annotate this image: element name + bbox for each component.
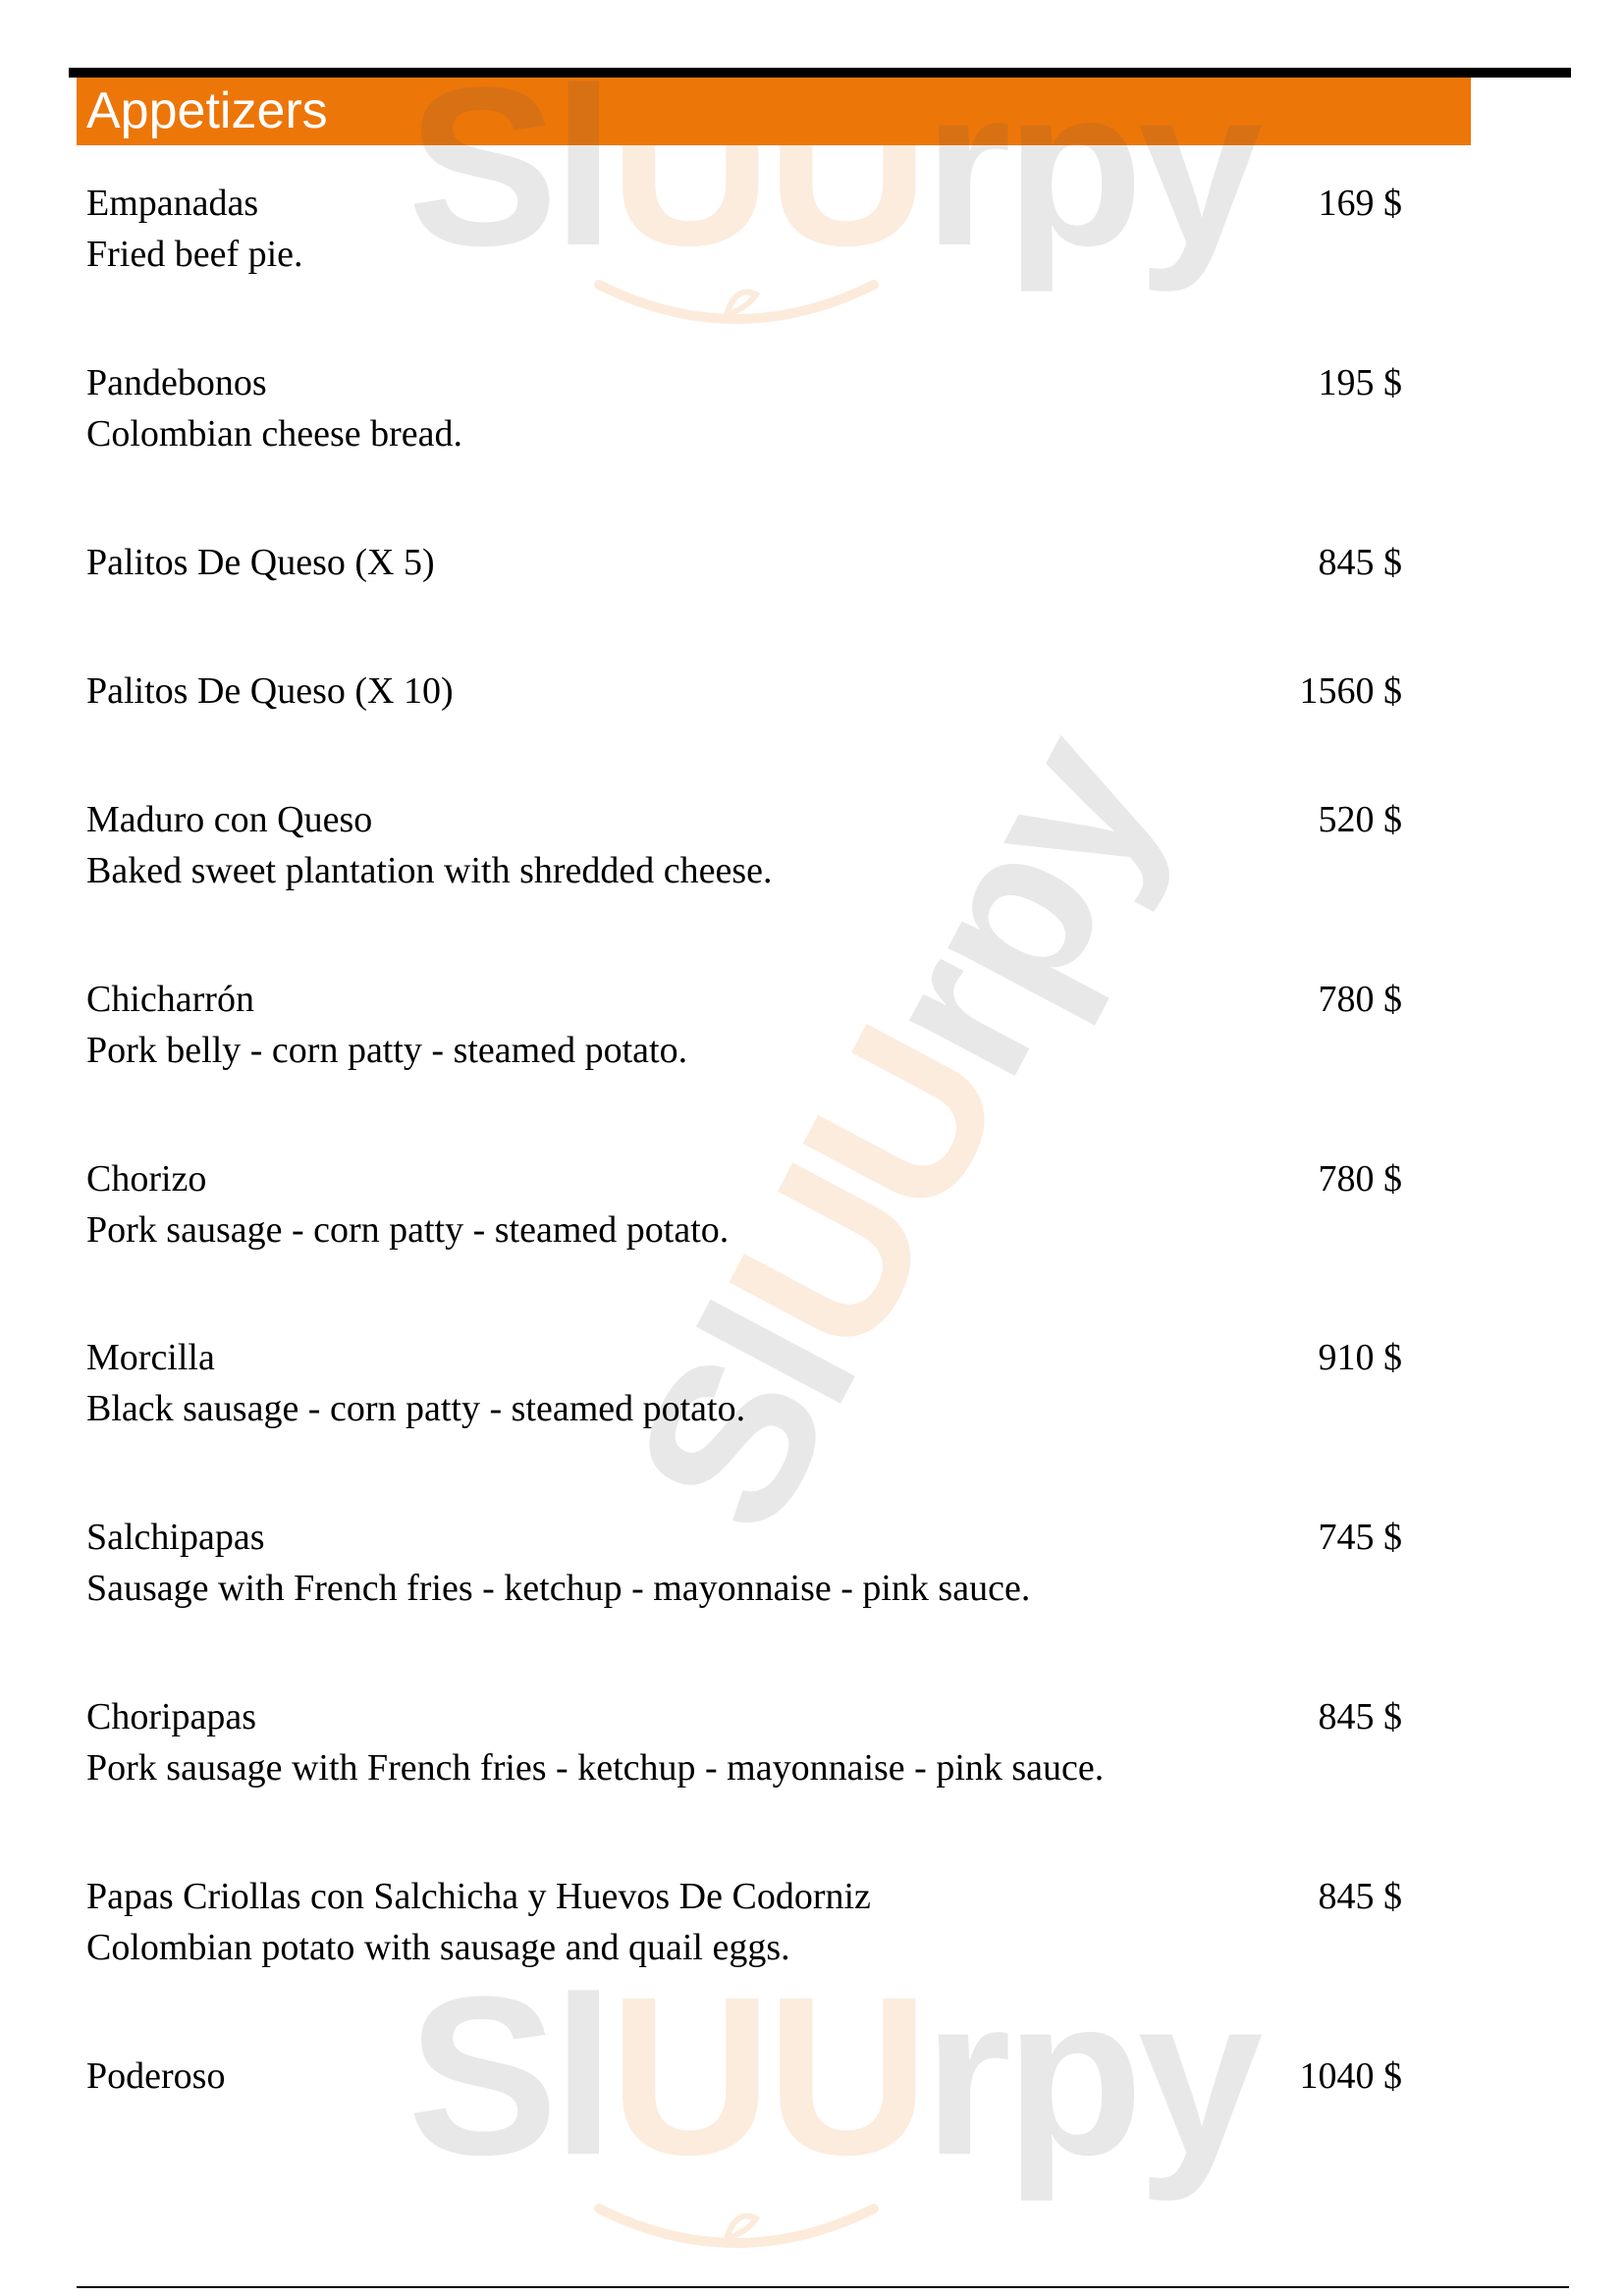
item-description: Black sausage - corn patty - steamed potato.: [86, 1388, 746, 1429]
menu-item: [86, 358, 1402, 458]
item-price: 195 $: [1318, 362, 1402, 403]
watermark-swoosh-icon: [589, 2189, 884, 2268]
watermark-logo: SlUUrpy: [407, 1949, 1258, 2202]
menu-item: [86, 795, 1402, 895]
item-name: Pandebonos: [86, 362, 267, 403]
menu-item: [86, 2052, 1402, 2101]
item-description: Pork sausage - corn patty - steamed potato.: [86, 1209, 730, 1251]
item-description: Colombian cheese bread.: [86, 413, 463, 454]
item-description: Colombian potato with sausage and quail eggs.: [86, 1927, 790, 1968]
item-name: Palitos De Queso (X 5): [86, 542, 435, 583]
item-name: Chorizo: [86, 1158, 207, 1200]
menu-item: [86, 1333, 1402, 1433]
menu-item: [86, 1692, 1402, 1792]
item-price: 845 $: [1318, 542, 1402, 583]
item-name: Morcilla: [86, 1337, 215, 1378]
item-name: Poderoso: [86, 2056, 226, 2097]
item-name: Papas Criollas con Salchicha y Huevos De Codorniz: [86, 1876, 871, 1917]
item-name: Palitos De Queso (X 10): [86, 670, 454, 712]
item-description: Sausage with French fries - ketchup - mayonnaise - pink sauce.: [86, 1568, 1031, 1609]
item-price: 845 $: [1318, 1876, 1402, 1917]
item-price: 780 $: [1318, 1158, 1402, 1200]
item-description: Pork belly - corn patty - steamed potato.: [86, 1030, 688, 1071]
section-header-bar: [77, 78, 1471, 145]
menu-item: [86, 1154, 1402, 1255]
menu-item: [86, 1513, 1402, 1613]
item-price: 1560 $: [1299, 670, 1402, 712]
item-description: Fried beef pie.: [86, 234, 303, 275]
item-price: 780 $: [1318, 979, 1402, 1020]
item-name: Choripapas: [86, 1696, 257, 1737]
item-price: 169 $: [1318, 183, 1402, 224]
top-rule: [69, 68, 1571, 78]
item-description: Baked sweet plantation with shredded cheese.: [86, 850, 773, 891]
item-price: 1040 $: [1299, 2056, 1402, 2097]
item-price: 845 $: [1318, 1696, 1402, 1737]
watermark-logo: SlUUrpy: [407, 40, 1258, 293]
menu-item: [86, 667, 1402, 716]
item-description: Pork sausage with French fries - ketchup - mayonnaise - pink sauce.: [86, 1747, 1105, 1789]
item-price: 745 $: [1318, 1517, 1402, 1558]
item-name: Maduro con Queso: [86, 799, 373, 840]
section-title: Appetizers: [86, 82, 328, 139]
item-price: 520 $: [1318, 799, 1402, 840]
item-name: Empanadas: [86, 183, 259, 224]
menu-item: [86, 538, 1402, 587]
item-price: 910 $: [1318, 1337, 1402, 1378]
menu-item: [86, 975, 1402, 1075]
bottom-rule: [77, 2286, 1569, 2288]
item-name: Salchipapas: [86, 1517, 265, 1558]
item-name: Chicharrón: [86, 979, 254, 1020]
menu-item: [86, 1872, 1402, 1972]
menu-item: [86, 179, 1402, 279]
watermark-logo: SlUUrpy: [584, 699, 1207, 1569]
